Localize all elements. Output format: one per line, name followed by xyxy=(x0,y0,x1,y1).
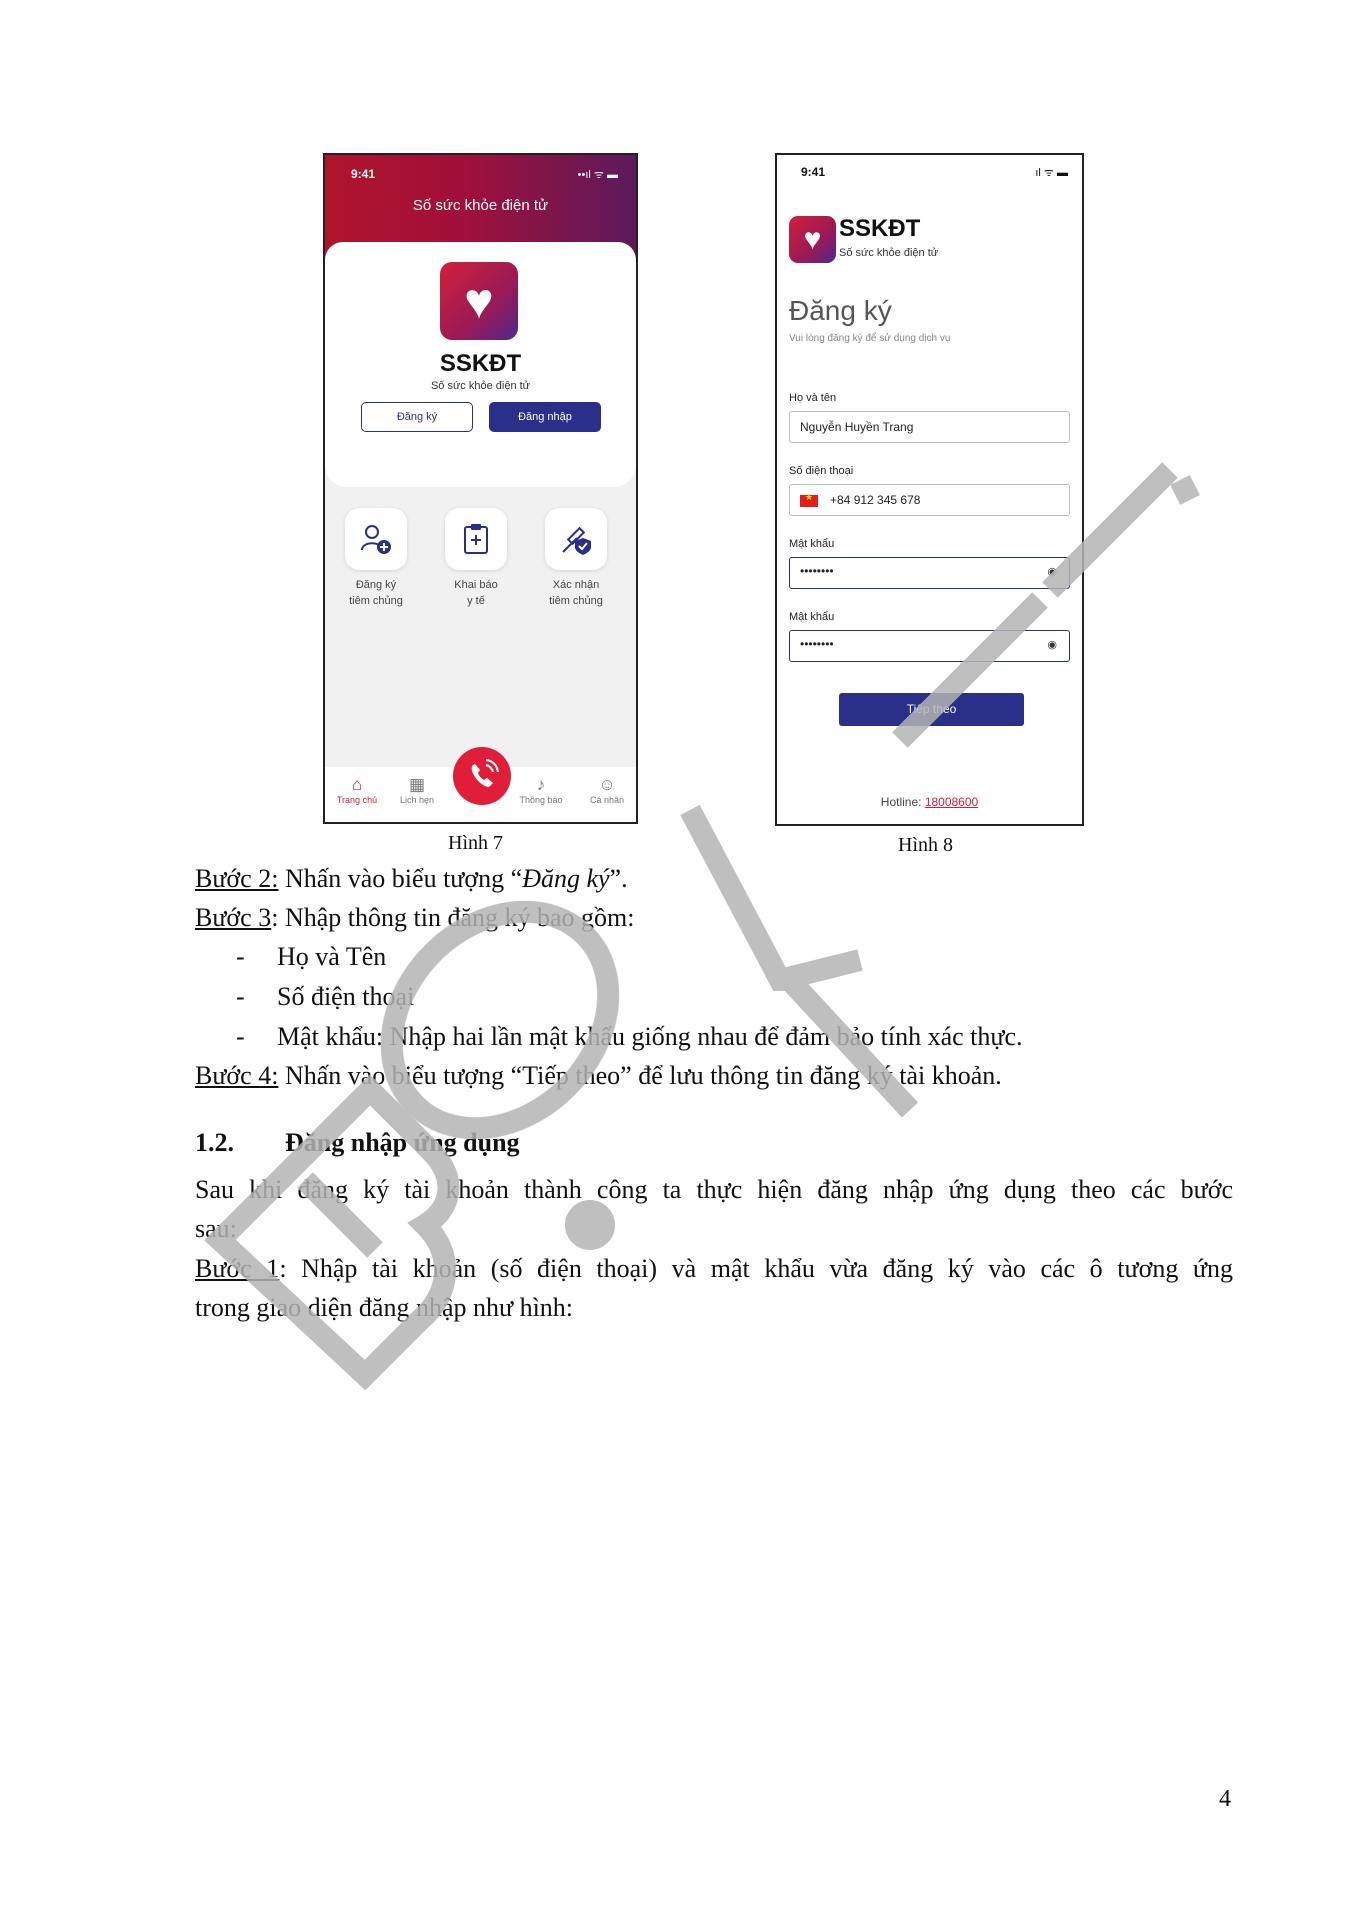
user-icon: ☺ xyxy=(598,775,616,794)
password-input[interactable] xyxy=(789,557,1070,589)
fullname-value: Nguyễn Huyền Trang xyxy=(800,420,914,434)
step4-label: Bước 4: xyxy=(195,1061,279,1090)
hide-password-icon[interactable]: ◉ xyxy=(1047,566,1057,578)
hotline-number[interactable]: 18008600 xyxy=(924,795,979,809)
fullname-input[interactable] xyxy=(789,411,1070,443)
quick-action-label: Khai báo y tế xyxy=(454,579,498,607)
password-confirm-input[interactable] xyxy=(789,630,1070,662)
quick-action-confirm-vaccination[interactable] xyxy=(545,508,607,570)
clipboard-icon xyxy=(459,522,493,556)
brand-tagline: Số sức khỏe điện tử xyxy=(430,380,531,392)
hotline xyxy=(777,795,1082,809)
bullet-dash: - xyxy=(236,942,245,971)
brand-name: SSKĐT xyxy=(439,350,522,377)
field-label-password-confirm: Mật khẩu xyxy=(789,611,835,623)
field-label-fullname: Họ và tên xyxy=(789,392,837,404)
user-add-icon xyxy=(359,522,393,556)
step4-line xyxy=(195,1061,1002,1091)
bullet-item: Mật khẩu: Nhập hai lần mật khẩu giống nhau để đảm bảo tính xác thực. xyxy=(277,1022,1023,1051)
step2-text-end: ”. xyxy=(609,864,628,893)
heart-logo-icon: ♥ xyxy=(803,223,822,256)
quick-action-label: Xác nhận tiêm chủng xyxy=(549,579,603,607)
step1-label: Bước 1 xyxy=(195,1254,280,1283)
step3-label: Bước 3 xyxy=(195,903,272,932)
bullet-dash: - xyxy=(236,982,245,1011)
bottom-tab-bar xyxy=(325,767,636,824)
vietnam-flag-icon: ★ xyxy=(800,495,818,507)
login-button[interactable]: Đăng nhập xyxy=(489,402,601,432)
bullet-item: Số điện thoại xyxy=(277,982,415,1011)
step2-text: Nhấn vào biểu tượng “ xyxy=(278,864,523,893)
paragraph-line: trong giao diện đăng nhập như hình: xyxy=(195,1293,574,1322)
syringe-shield-icon xyxy=(559,522,593,556)
bullet-item: Họ và Tên xyxy=(277,942,387,971)
field-label-password: Mật khẩu xyxy=(789,538,835,550)
calendar-icon: ▦ xyxy=(408,775,426,794)
phone-value: +84 912 345 678 xyxy=(830,493,921,507)
brand-name: SSKĐT xyxy=(839,215,921,242)
paragraph-line: sau: xyxy=(195,1214,237,1243)
welcome-card xyxy=(325,242,636,487)
bell-icon: ♪ xyxy=(536,775,546,794)
step2-label: Bước 2: xyxy=(195,864,279,893)
tab-appointments[interactable]: ▦ Lịch hẹn xyxy=(387,775,447,805)
password-value: •••••••• xyxy=(800,564,834,578)
quick-action-register-vaccination[interactable] xyxy=(345,508,407,570)
step2-line xyxy=(195,864,628,894)
section-number: 1.2. xyxy=(195,1128,234,1157)
hide-password-icon[interactable]: ◉ xyxy=(1047,639,1057,651)
step4-text: Nhấn vào biểu tượng “Tiếp theo” để lưu thông tin đăng ký tài khoản. xyxy=(278,1061,1002,1090)
password-confirm-value: •••••••• xyxy=(800,637,834,651)
figure7-phone xyxy=(323,153,638,824)
status-time: 9:41 xyxy=(351,167,376,181)
section-title: Đăng nhập ứng dụng xyxy=(285,1128,520,1157)
register-subheading: Vui lòng đăng ký để sử dụng dịch vụ xyxy=(789,333,951,344)
phone-icon xyxy=(453,747,511,805)
step3-line xyxy=(195,903,634,933)
step1-text: : Nhập tài khoản (số điện thoại) và mật khẩu vừa đăng ký vào các ô tương ứng xyxy=(279,1254,1233,1283)
call-button[interactable] xyxy=(453,747,511,805)
bullet-dash: - xyxy=(236,1022,245,1051)
field-label-phone: Số điện thoại xyxy=(789,465,854,477)
step1-line xyxy=(195,1254,1233,1284)
figure7-caption: Hình 7 xyxy=(448,832,503,854)
app-logo xyxy=(789,216,836,263)
app-logo xyxy=(440,262,518,340)
heart-logo-icon: ♥ xyxy=(464,273,494,329)
tab-notifications[interactable]: ♪ Thông báo xyxy=(511,775,571,805)
tab-profile[interactable]: ☺ Cá nhân xyxy=(577,775,637,805)
phone-input[interactable] xyxy=(789,484,1070,516)
status-time: 9:41 xyxy=(801,165,826,179)
page-number: 4 xyxy=(1219,1786,1231,1812)
register-button[interactable]: Đăng ký xyxy=(361,402,473,432)
quick-action-label: Đăng ký tiêm chủng xyxy=(349,579,403,607)
home-icon: ⌂ xyxy=(351,775,363,794)
quick-action-health-declaration[interactable] xyxy=(445,508,507,570)
brand-tagline: Số sức khỏe điện tử xyxy=(839,247,939,259)
figure8-caption: Hình 8 xyxy=(898,834,953,856)
status-icons: ••ıl ᯤ ▬ xyxy=(577,169,618,181)
register-heading: Đăng ký xyxy=(789,295,892,326)
next-button[interactable]: Tiếp theo xyxy=(839,693,1024,726)
tab-home[interactable]: ⌂ Trang chủ xyxy=(327,775,387,805)
hotline-label: Hotline: xyxy=(880,795,925,809)
paragraph-line: Sau khi đăng ký tài khoản thành công ta thực hiện đăng nhập ứng dụng theo các bước xyxy=(195,1175,1233,1204)
step2-emphasis: Đăng ký xyxy=(522,864,610,893)
figure8-phone xyxy=(775,153,1084,826)
app-title: Số sức khỏe điện tử xyxy=(412,197,549,214)
step3-text: : Nhập thông tin đăng ký bao gồm: xyxy=(271,903,635,932)
status-icons: ıl ᯤ ▬ xyxy=(1035,167,1068,179)
